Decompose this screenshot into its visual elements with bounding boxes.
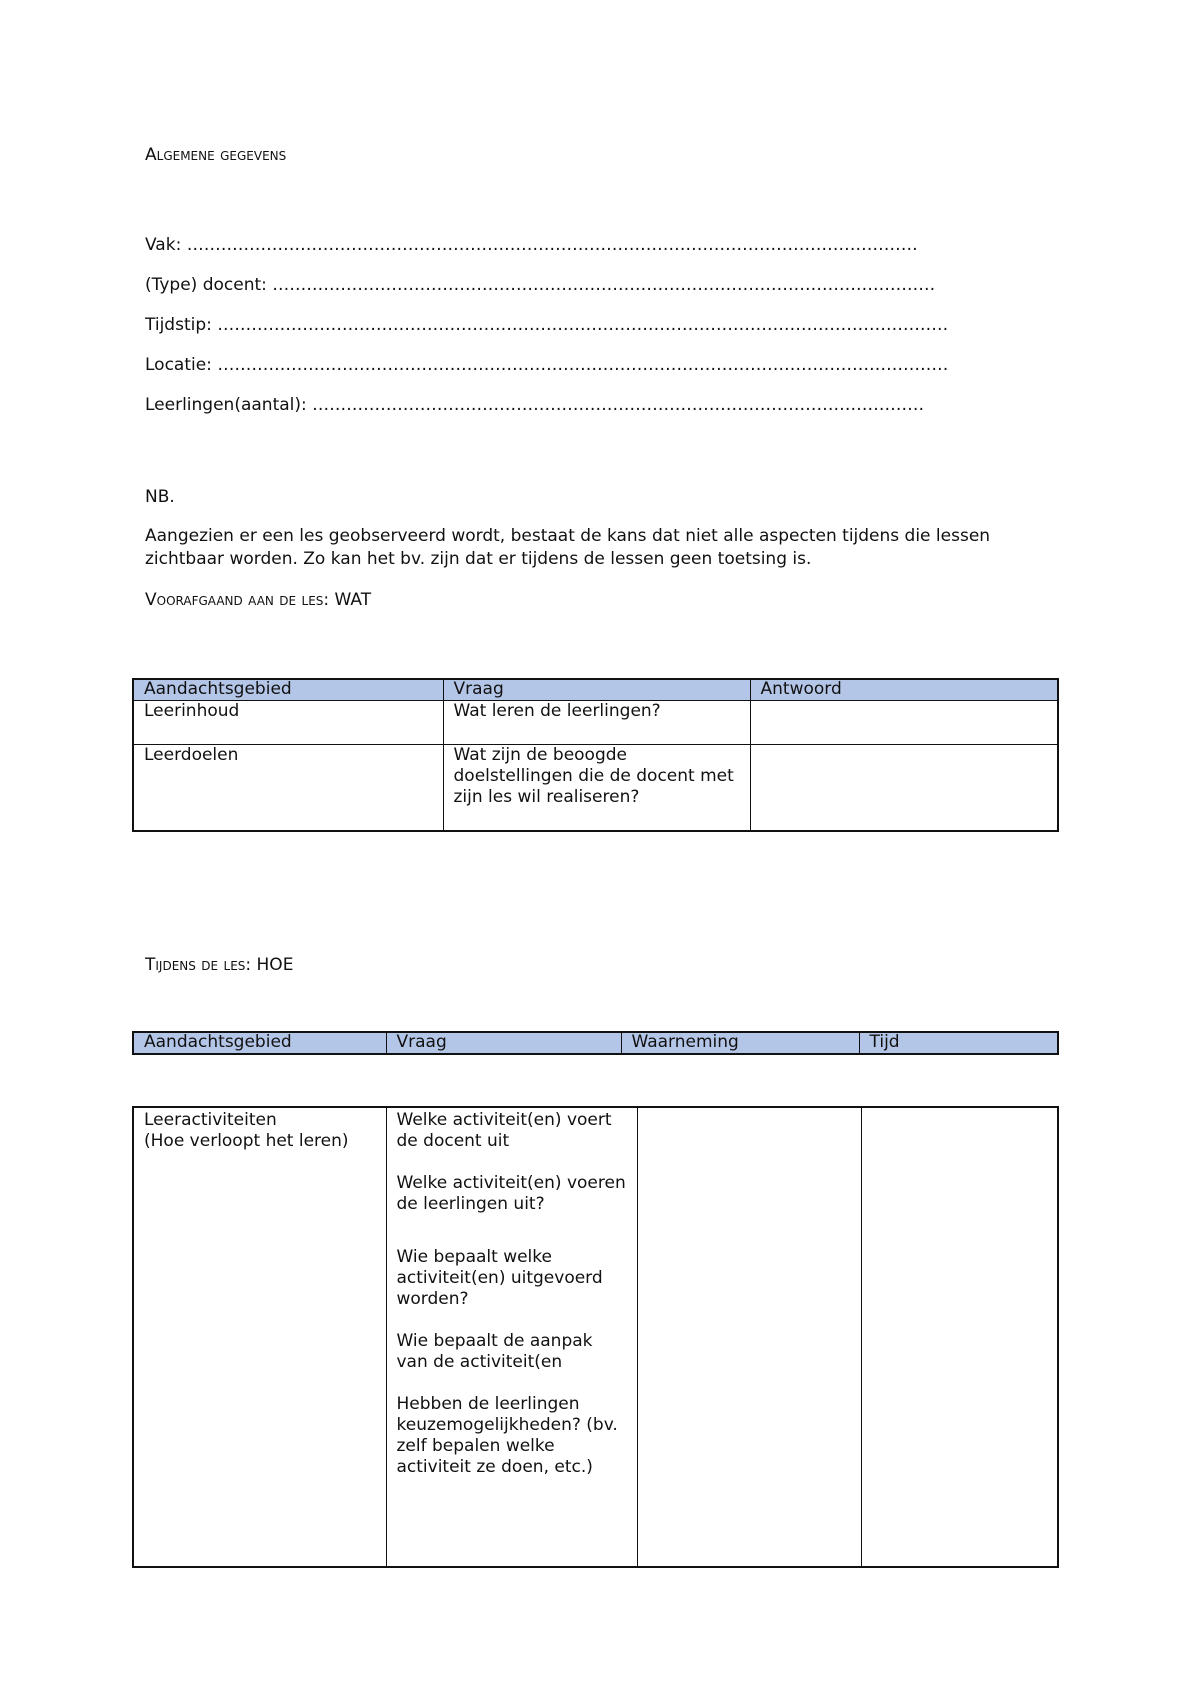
cell-answer[interactable] bbox=[750, 701, 1058, 745]
field-label: (Type) docent: bbox=[145, 275, 273, 295]
header-cell-area: Aandachtsgebied bbox=[133, 1032, 386, 1054]
field-dots: ………………………………………………………………………………………………………………… bbox=[186, 235, 918, 255]
table-row bbox=[133, 745, 1058, 831]
section-heading-during: Tijdens de les: HOE bbox=[145, 955, 294, 975]
cell-time[interactable] bbox=[861, 1107, 1058, 1567]
header-cell-area: Aandachtsgebied bbox=[133, 679, 443, 701]
table-row bbox=[133, 701, 1058, 745]
question-item: Wie bepaalt welke activiteit(en) uitgevoerd worden? bbox=[396, 1247, 603, 1309]
field-label: Vak: bbox=[145, 235, 187, 255]
header-cell-question: Vraag bbox=[443, 679, 750, 701]
field-locatie bbox=[145, 355, 948, 375]
field-dots: ………………………………………………………………………………………………………………… bbox=[217, 355, 949, 375]
field-leerlingen bbox=[145, 395, 924, 415]
cell-question bbox=[386, 1107, 637, 1567]
note-title: NB. bbox=[145, 487, 175, 507]
table-header-row bbox=[133, 1032, 1058, 1054]
area-subtitle: (Hoe verloopt het leren) bbox=[144, 1131, 349, 1151]
question-item: Welke activiteit(en) voeren de leerlingen uit? bbox=[396, 1173, 626, 1214]
field-tijdstip bbox=[145, 315, 948, 335]
table-before-lesson bbox=[132, 678, 1059, 832]
cell-question: Wat zijn de beoogde doelstellingen die de docent met zijn les wil realiseren? bbox=[443, 745, 750, 831]
cell-observation[interactable] bbox=[637, 1107, 861, 1567]
question-item: Welke activiteit(en) voert de docent uit bbox=[396, 1110, 612, 1151]
header-cell-time: Tijd bbox=[859, 1032, 1058, 1054]
header-cell-question: Vraag bbox=[386, 1032, 621, 1054]
cell-area: Leerinhoud bbox=[133, 701, 443, 745]
field-dots: ………………………………………………………………………………………………………………… bbox=[217, 315, 949, 335]
area-title: Leeractiviteiten bbox=[144, 1110, 277, 1130]
header-cell-answer: Antwoord bbox=[750, 679, 1058, 701]
cell-answer[interactable] bbox=[750, 745, 1058, 831]
field-vak bbox=[145, 235, 918, 255]
question-item: Hebben de leerlingen keuzemogelijkheden? (bv. zelf bepalen welke activiteit ze doen, etc.) bbox=[396, 1394, 618, 1477]
field-type-docent bbox=[145, 275, 935, 295]
header-cell-observation: Waarneming bbox=[621, 1032, 859, 1054]
cell-area: Leerdoelen bbox=[133, 745, 443, 831]
table-during-lesson bbox=[132, 1106, 1059, 1568]
table-header-row bbox=[133, 679, 1058, 701]
field-label: Leerlingen(aantal): bbox=[145, 395, 313, 415]
table-during-header bbox=[132, 1031, 1059, 1055]
field-dots: ……………………………………………………………………………………………… bbox=[312, 395, 925, 415]
field-dots: ……………………………………………………………………………………………………… bbox=[272, 275, 936, 295]
section-heading-general: Algemene gegevens bbox=[145, 145, 287, 165]
table-row bbox=[133, 1107, 1058, 1567]
field-label: Locatie: bbox=[145, 355, 218, 375]
cell-question: Wat leren de leerlingen? bbox=[443, 701, 750, 745]
note-text: Aangezien er een les geobserveerd wordt, bestaat de kans dat niet alle aspecten tijdens die lessen zichtbaar worden. Zo kan het bv. zijn dat er tijdens de lessen geen toetsing is. bbox=[145, 526, 991, 569]
section-heading-before: Voorafgaand aan de les: WAT bbox=[145, 590, 372, 610]
cell-area bbox=[133, 1107, 386, 1567]
field-label: Tijdstip: bbox=[145, 315, 218, 335]
question-item: Wie bepaalt de aanpak van de activiteit(en bbox=[396, 1331, 593, 1372]
